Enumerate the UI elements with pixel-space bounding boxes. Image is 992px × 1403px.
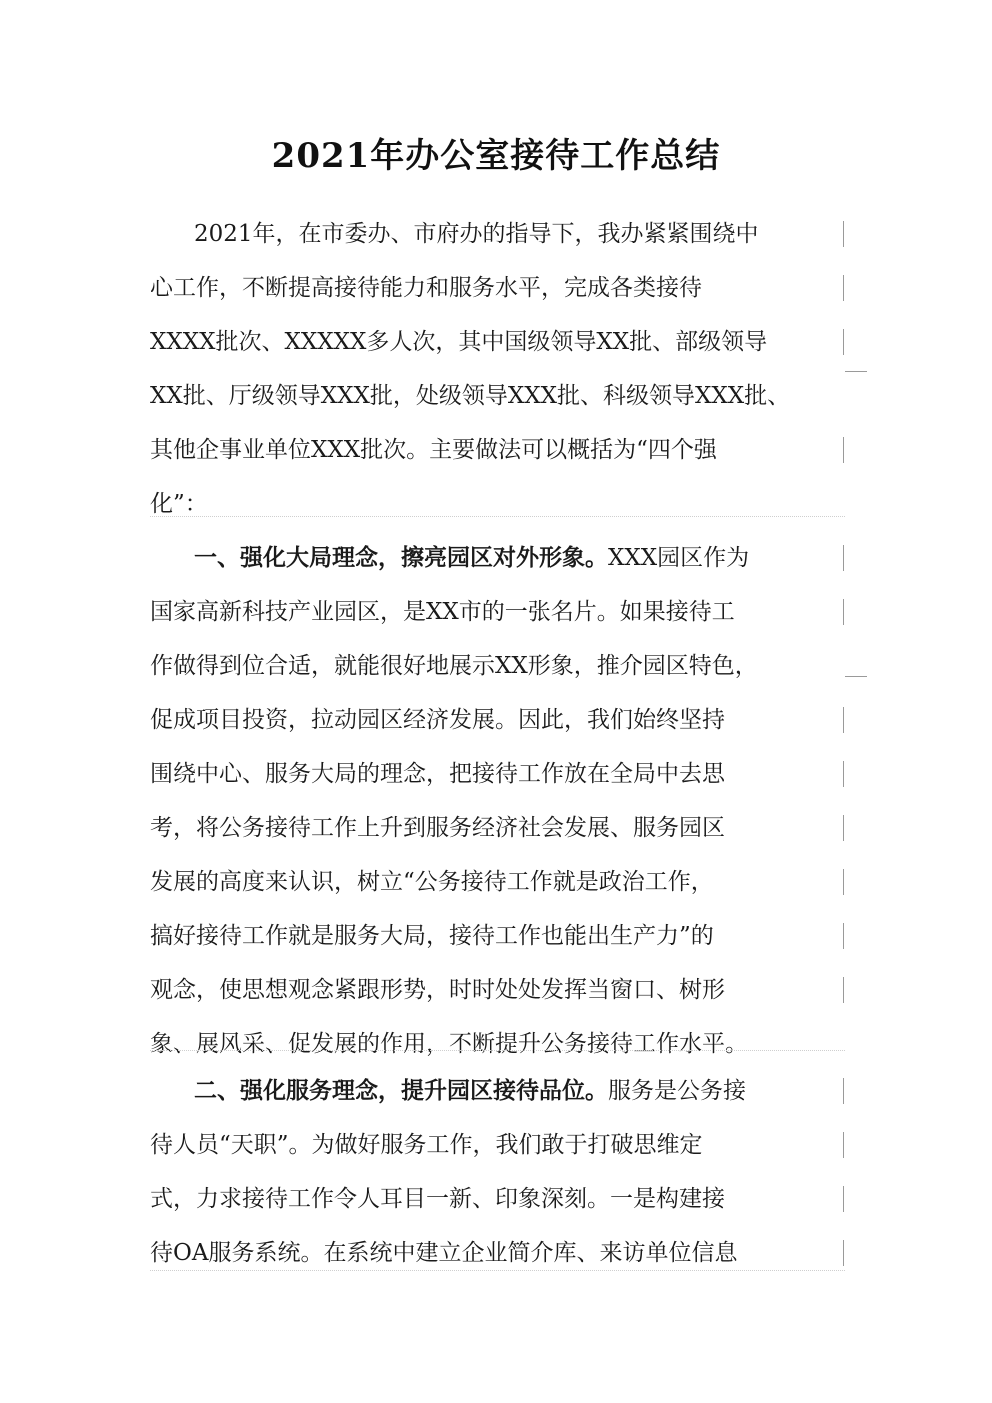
paragraph-line: 国家高新科技产业园区，是XX市的一张名片。如果接待工	[150, 599, 735, 625]
paragraph-line: XXXX批次、XXXXX多人次，其中国级领导XX批、部级领导	[150, 329, 768, 355]
line-end-mark	[843, 1240, 844, 1266]
document-title: 2021年办公室接待工作总结	[271, 136, 721, 176]
line-end-mark	[843, 1132, 844, 1158]
line-end-mark	[843, 599, 844, 625]
line-end-mark	[843, 1186, 844, 1212]
paragraph-line: 作做得到位合适，就能很好地展示XX形象，推介园区特色，	[150, 653, 758, 679]
line-end-mark	[843, 923, 844, 949]
line-end-mark	[843, 977, 844, 1003]
line-end-mark	[843, 869, 844, 895]
paragraph-line: 发展的高度来认识，树立“公务接待工作就是政治工作，	[150, 869, 714, 895]
paragraph-text: 服务是公务接	[608, 1078, 746, 1104]
line-end-mark	[845, 371, 867, 372]
line-end-mark	[843, 761, 844, 787]
section-heading: 一、强化大局理念，擦亮园区对外形象。	[194, 545, 608, 571]
line-end-mark	[843, 437, 844, 463]
paragraph-line: 其他企事业单位XXX批次。主要做法可以概括为“四个强	[150, 437, 717, 463]
paragraph-first-line	[150, 1064, 860, 1118]
paragraph-separator	[150, 1270, 845, 1271]
paragraph-line: 象、展风采、促发展的作用，不断提升公务接待工作水平。	[150, 1031, 748, 1057]
paragraph-line: 搞好接待工作就是服务大局，接待工作也能出生产力”的	[150, 923, 714, 949]
line-end-mark	[843, 275, 844, 301]
paragraph-text: XXX园区作为	[608, 545, 750, 571]
paragraph-line: 考，将公务接待工作上升到服务经济社会发展、服务园区	[150, 815, 725, 841]
line-end-mark	[843, 221, 844, 247]
section-heading: 二、强化服务理念，提升园区接待品位。	[194, 1078, 608, 1104]
line-end-mark	[845, 676, 867, 677]
paragraph-separator	[150, 516, 845, 517]
paragraph-section-two	[150, 1064, 860, 1280]
line-end-mark	[843, 707, 844, 733]
line-end-mark	[843, 815, 844, 841]
paragraph-line: 观念，使思想观念紧跟形势，时时处处发挥当窗口、树形	[150, 977, 725, 1003]
line-end-mark	[843, 329, 844, 355]
paragraph-intro	[150, 207, 860, 531]
paragraph-section-one	[150, 531, 860, 1071]
paragraph-line: 促成项目投资，拉动园区经济发展。因此，我们始终坚持	[150, 707, 725, 733]
paragraph-line: 化”：	[150, 491, 208, 517]
paragraph-line: 心工作，不断提高接待能力和服务水平，完成各类接待	[150, 275, 702, 301]
paragraph-line: 围绕中心、服务大局的理念，把接待工作放在全局中去思	[150, 761, 725, 787]
line-end-mark	[843, 545, 844, 571]
paragraph-first-line	[150, 531, 860, 585]
paragraph-separator	[150, 1050, 845, 1051]
paragraph-line: 待人员“天职”。为做好服务工作，我们敢于打破思维定	[150, 1132, 703, 1158]
paragraph-line: 式，力求接待工作令人耳目一新、印象深刻。一是构建接	[150, 1186, 725, 1212]
paragraph-line: 2021年，在市委办、市府办的指导下，我办紧紧围绕中	[194, 221, 759, 247]
paragraph-line: XX批、厅级领导XXX批，处级领导XXX批、科级领导XXX批、	[150, 383, 791, 409]
line-end-mark	[843, 1078, 844, 1104]
paragraph-line: 待OA服务系统。在系统中建立企业简介库、来访单位信息	[150, 1240, 738, 1266]
